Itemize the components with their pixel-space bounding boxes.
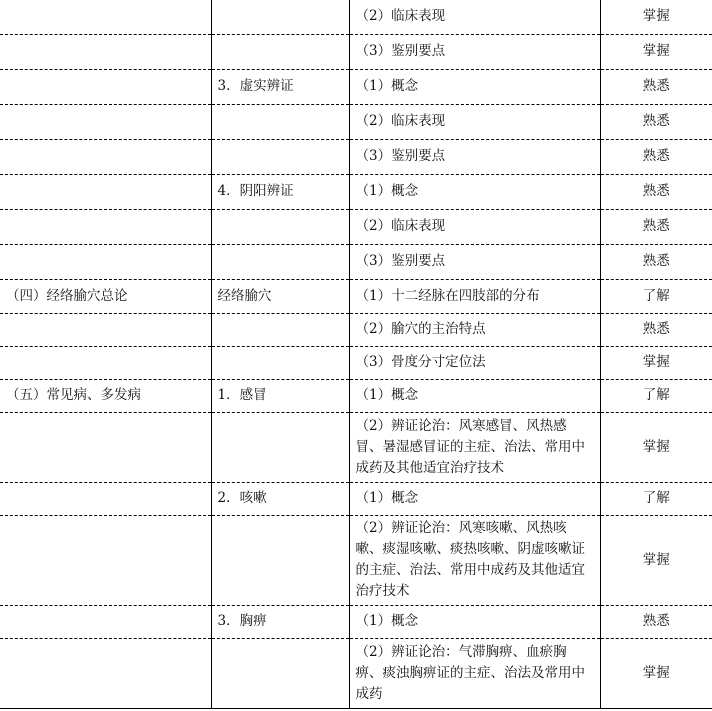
topic-cell: [211, 0, 349, 34]
table-row: [0, 279, 712, 313]
content-cell: （3）鉴别要点: [349, 139, 600, 174]
content-cell: （1）概念: [349, 174, 600, 209]
table-row: [0, 104, 712, 139]
section-cell: （五）常见病、多发病: [0, 379, 211, 412]
content-cell: （1）十二经脉在四肢部的分布: [349, 279, 600, 313]
table-row: [0, 605, 712, 638]
table-row: [0, 412, 712, 482]
table-row: [0, 346, 712, 379]
section-cell: （四）经络腧穴总论: [0, 279, 211, 313]
content-cell: （3）鉴别要点: [349, 34, 600, 69]
section-cell: [0, 139, 211, 174]
content-cell: （2）辨证论治：气滞胸痹、血瘀胸痹、痰浊胸痹证的主症、治法及常用中成药: [349, 638, 600, 708]
section-cell: [0, 244, 211, 279]
section-cell: [0, 0, 211, 34]
requirement-cell: 了解: [600, 379, 712, 412]
content-cell: （2）临床表现: [349, 209, 600, 244]
topic-cell: [211, 244, 349, 279]
requirement-cell: 熟悉: [600, 69, 712, 104]
content-cell: （2）临床表现: [349, 104, 600, 139]
requirement-cell: 熟悉: [600, 244, 712, 279]
section-cell: [0, 605, 211, 638]
requirement-cell: 熟悉: [600, 313, 712, 346]
section-cell: [0, 482, 211, 515]
table-row: [0, 482, 712, 515]
table-row: [0, 244, 712, 279]
topic-cell: [211, 209, 349, 244]
section-cell: [0, 34, 211, 69]
requirement-cell: 掌握: [600, 346, 712, 379]
section-cell: [0, 104, 211, 139]
topic-cell: 经络腧穴: [211, 279, 349, 313]
table-row: [0, 34, 712, 69]
topic-cell: [211, 313, 349, 346]
requirement-cell: 了解: [600, 279, 712, 313]
section-cell: [0, 412, 211, 482]
section-cell: [0, 346, 211, 379]
section-cell: [0, 209, 211, 244]
content-cell: （3）骨度分寸定位法: [349, 346, 600, 379]
content-cell: （2）辨证论治：风寒感冒、风热感冒、暑湿感冒证的主症、治法、常用中成药及其他适宜治疗技术: [349, 412, 600, 482]
content-cell: （2）腧穴的主治特点: [349, 313, 600, 346]
requirement-cell: 掌握: [600, 412, 712, 482]
topic-cell: 2．咳嗽: [211, 482, 349, 515]
topic-cell: [211, 104, 349, 139]
topic-cell: [211, 638, 349, 708]
table-row: [0, 139, 712, 174]
section-cell: [0, 69, 211, 104]
topic-cell: [211, 412, 349, 482]
table-row: [0, 0, 712, 34]
requirement-cell: 掌握: [600, 638, 712, 708]
requirement-cell: 掌握: [600, 0, 712, 34]
requirement-cell: 了解: [600, 482, 712, 515]
table-row: [0, 313, 712, 346]
content-cell: （2）临床表现: [349, 0, 600, 34]
requirement-cell: 熟悉: [600, 605, 712, 638]
section-cell: [0, 515, 211, 605]
topic-cell: 4．阴阳辨证: [211, 174, 349, 209]
content-cell: （1）概念: [349, 482, 600, 515]
content-cell: （1）概念: [349, 69, 600, 104]
content-cell: （1）概念: [349, 379, 600, 412]
topic-cell: [211, 34, 349, 69]
requirement-cell: 熟悉: [600, 174, 712, 209]
section-cell: [0, 638, 211, 708]
table-row: [0, 638, 712, 708]
content-cell: （1）概念: [349, 605, 600, 638]
topic-cell: 3．胸痹: [211, 605, 349, 638]
table-row: [0, 209, 712, 244]
requirement-cell: 熟悉: [600, 139, 712, 174]
requirement-cell: 掌握: [600, 515, 712, 605]
content-cell: （3）鉴别要点: [349, 244, 600, 279]
topic-cell: 3．虚实辨证: [211, 69, 349, 104]
topic-cell: [211, 515, 349, 605]
requirement-cell: 熟悉: [600, 209, 712, 244]
topic-cell: [211, 139, 349, 174]
table-row: [0, 379, 712, 412]
requirement-cell: 熟悉: [600, 104, 712, 139]
topic-cell: 1．感冒: [211, 379, 349, 412]
table-row: [0, 69, 712, 104]
requirement-cell: 掌握: [600, 34, 712, 69]
table-row: [0, 515, 712, 605]
content-cell: （2）辨证论治：风寒咳嗽、风热咳嗽、痰湿咳嗽、痰热咳嗽、阴虚咳嗽证的主症、治法、常用中成药及其他适宜治疗技术: [349, 515, 600, 605]
section-cell: [0, 313, 211, 346]
table-row: [0, 174, 712, 209]
section-cell: [0, 174, 211, 209]
topic-cell: [211, 346, 349, 379]
